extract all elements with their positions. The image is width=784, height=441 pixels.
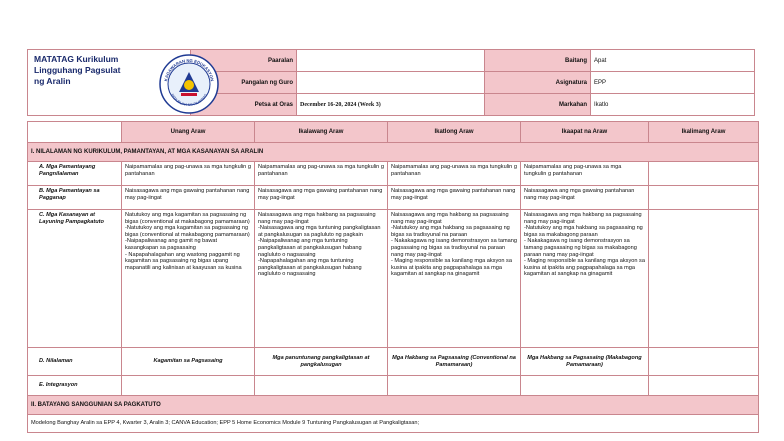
teacher-value[interactable] bbox=[297, 72, 485, 94]
subject-label: Asignatura bbox=[485, 72, 591, 94]
table-cell: Kagamitan sa Pagsasaing bbox=[122, 348, 255, 376]
table-cell bbox=[649, 162, 759, 186]
title-cell bbox=[28, 50, 215, 116]
lesson-table bbox=[27, 121, 759, 433]
table-cell: Naipamamalas ang pag-unawa sa mga tungkulin g pantahanan bbox=[521, 162, 649, 186]
row-label: A. Mga Pamantayang Pangnilalaman bbox=[28, 162, 122, 186]
table-row bbox=[28, 348, 759, 376]
seal-top-text: KAGAWARAN NG EDUKASYON bbox=[163, 57, 215, 82]
table-cell: Naisasagawa ang mga hakbang sa pagsasaing nang may pag-iingat -Natutukoy ang mga hakbang sa pagsasaing ng bigas sa tradisyunal na paraan - Nakakagawa ng isang demonstrasyon sa tamang pagsasaing ng bigas sa tradisyunal na paraan nang may pag-iingat - Maging responsible sa kanilang mga aksyon sa kusina at ipakita ang pagpapahalaga sa mga kagamitan at sangkap na ginagamit bbox=[388, 210, 521, 348]
corner-cell bbox=[28, 122, 122, 143]
header-table bbox=[27, 49, 755, 116]
seal-bottom-text: REPUBLIKA NG PILIPINAS bbox=[170, 93, 208, 108]
table-row bbox=[28, 162, 759, 186]
sources-text: Modelong Banghay Aralin sa EPP 4, Kwarter 3, Aralin 3; CANVA Education; EPP 5 Home Economics Module 9 Tuntuning Pangkalusugan at Pangkaligtasan; bbox=[28, 415, 759, 433]
table-row bbox=[28, 210, 759, 348]
table-cell: Naisasagawa ang mga hakbang sa pagsasaing nang may pag-iingat -Naisasagawa ang mga tuntuning pangkaligtasan at pangkalusugan sa pagluluto ng pagkain -Naipapaliwanag ang mga tuntuning pangkaligtasan at pangkalusugan habang nagluluto o nagsasaing -Napapahalagahan ang mga tuntuning pangkaligtasan at pangkalusugan habang nagluluto o nagsasaing bbox=[255, 210, 388, 348]
table-cell bbox=[649, 348, 759, 376]
row-label: D. Nilalaman bbox=[28, 348, 122, 376]
table-cell: Naisasagawa ang mga gawaing pantahanan nang may pag-iingat bbox=[388, 186, 521, 210]
quarter-label: Markahan bbox=[485, 94, 591, 116]
row-label: B. Mga Pamantayan sa Pagganap bbox=[28, 186, 122, 210]
table-cell bbox=[388, 376, 521, 396]
page-title: MATATAG Kurikulum Lingguhang Pagsulat ng Aralin bbox=[34, 54, 121, 86]
section-heading: I. NILALAMAN NG KURIKULUM, PAMANTAYAN, AT MGA KASANAYAN SA ARALIN bbox=[28, 143, 759, 162]
table-cell: Naipamamalas ang pag-unawa sa mga tungkulin g pantahanan bbox=[388, 162, 521, 186]
grade-label: Baitang bbox=[485, 50, 591, 72]
day-header: Ikalawang Araw bbox=[255, 122, 388, 143]
table-cell: Naisasagawa ang mga gawaing pantahanan nang may pag-iingat bbox=[122, 186, 255, 210]
table-row bbox=[28, 376, 759, 396]
table-cell bbox=[649, 186, 759, 210]
grade-value[interactable]: Apat bbox=[591, 50, 755, 72]
school-label: Paaralan bbox=[191, 50, 297, 72]
table-row bbox=[28, 186, 759, 210]
table-cell: Mga panuntunang pangkaligtasan at pangkalusugan bbox=[255, 348, 388, 376]
table-cell: Mga Hakbang sa Pagsasaing (Conventional na Pamamaraan) bbox=[388, 348, 521, 376]
section-heading: II. BATAYANG SANGGUNIAN SA PAGKATUTO bbox=[28, 396, 759, 415]
teacher-label: Pangalan ng Guro bbox=[191, 72, 297, 94]
table-cell bbox=[649, 210, 759, 348]
day-header: Ikalimang Araw bbox=[649, 122, 759, 143]
table-cell: Naipamamalas ang pag-unawa sa mga tungkulin g pantahanan bbox=[122, 162, 255, 186]
day-header: Unang Araw bbox=[122, 122, 255, 143]
table-cell bbox=[521, 376, 649, 396]
table-cell: Naisasagawa ang mga gawaing pantahanan nang may pag-iingat bbox=[521, 186, 649, 210]
table-cell bbox=[255, 376, 388, 396]
table-cell: Natutukoy ang mga kagamitan sa pagsasaing ng bigas (conventional at makabagong pamamaraan) -Natutukoy ang mga kagamitan sa pagsasaing ng bigas (conventional at makabagong pamamaraan) -Naipapaliwanag ang gamit ng bawat kasangkapan sa pagsasaing - Napapahalagahan ang wastong paggamit ng kagamitan sa pagsasaing ng bigas upang mapanatili ang kalinisan at kaayusan sa kusina bbox=[122, 210, 255, 348]
row-label: E. Integrasyon bbox=[28, 376, 122, 396]
day-header-row bbox=[28, 122, 759, 143]
day-header: Ikaapat na Araw bbox=[521, 122, 649, 143]
row-label: C. Mga Kasanayan at Layuning Pampagkatuto bbox=[28, 210, 122, 348]
quarter-value[interactable]: Ikatlo bbox=[591, 94, 755, 116]
date-label: Petsa at Oras bbox=[191, 94, 297, 116]
table-cell bbox=[122, 376, 255, 396]
day-header: Ikatlong Araw bbox=[388, 122, 521, 143]
table-cell bbox=[649, 376, 759, 396]
table-cell: Naipamamalas ang pag-unawa sa mga tungkulin g pantahanan bbox=[255, 162, 388, 186]
table-cell: Naisasagawa ang mga hakbang sa pagsasaing nang may pag-iingat -Natutukoy ang mga hakbang sa pagsasaing ng bigas sa makabagong paraan - Nakakagawa ng isang demonstrasyon sa tamang pagsasaing ng bigas sa makabagong paraan nang may pag-iingat - Maging responsible sa kanilang mga aksyon sa kusina at ipakita ang pagpapahalaga sa mga kagamitan at sangkap na ginagamit bbox=[521, 210, 649, 348]
deped-seal-icon bbox=[159, 54, 219, 114]
subject-value[interactable]: EPP bbox=[591, 72, 755, 94]
table-cell: Mga Hakbang sa Pagsasaing (Makabagong Pamamaraan) bbox=[521, 348, 649, 376]
date-value[interactable]: December 16-20, 2024 (Week 3) bbox=[297, 94, 485, 116]
school-value[interactable] bbox=[297, 50, 485, 72]
table-cell: Naisasagawa ang mga gawaing pantahanan nang may pag-iingat bbox=[255, 186, 388, 210]
